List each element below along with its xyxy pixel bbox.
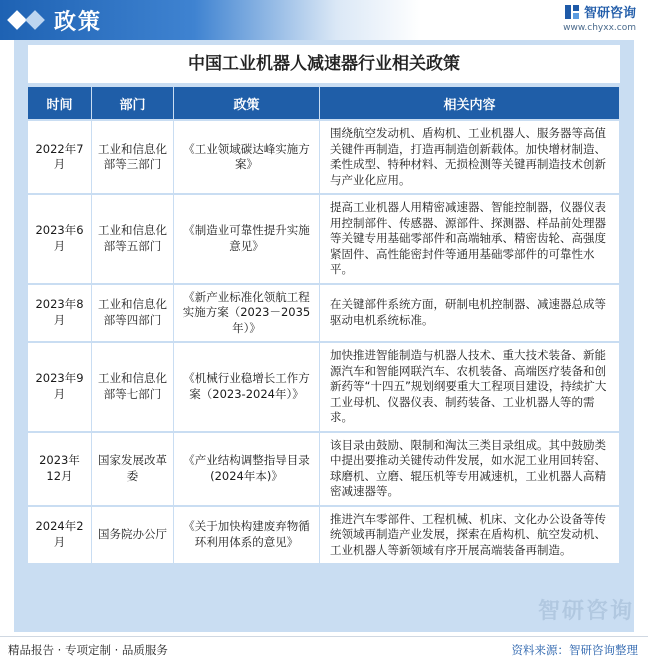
cell-dept: 工业和信息化部等五部门 [92, 195, 174, 283]
column-header-policy: 政策 [174, 87, 320, 119]
table-row [28, 285, 620, 342]
cell-content: 在关键部件系统方面，研制电机控制器、减速器总成等驱动电机系统标准。 [320, 285, 620, 342]
footer-source: 资料来源：智研咨询整理 [511, 643, 638, 657]
table-row [28, 507, 620, 564]
section-title: 政策 [54, 10, 103, 35]
cell-dept: 工业和信息化部等四部门 [92, 285, 174, 342]
brand-name: 智研咨询 [583, 6, 636, 21]
policy-table [28, 85, 620, 565]
brand-logo-icon [564, 4, 580, 20]
cell-time: 2024年2月 [28, 507, 92, 564]
brand-url: www.chyxx.com [563, 23, 636, 33]
watermark: 智研咨询 [537, 599, 634, 624]
cell-time: 2023年9月 [28, 343, 92, 431]
column-header-time: 时间 [28, 87, 92, 119]
section-header [0, 0, 648, 40]
table-header-row [28, 87, 620, 119]
cell-policy: 《机械行业稳增长工作方案（2023-2024年）》 [174, 343, 320, 431]
column-header-content: 相关内容 [320, 87, 620, 119]
cell-time: 2023年8月 [28, 285, 92, 342]
cell-dept: 工业和信息化部等三部门 [92, 121, 174, 193]
cell-content: 围绕航空发动机、盾构机、工业机器人、服务器等高值关键件再制造，打造再制造创新载体。加快增材制造、柔性成型、特种材料、无损检测等关键再制造技术创新与产业化应用。 [320, 121, 620, 193]
cell-policy: 《新产业标准化领航工程实施方案（2023－2035年）》 [174, 285, 320, 342]
table-row [28, 433, 620, 505]
table-row [28, 195, 620, 283]
cell-time: 2023年12月 [28, 433, 92, 505]
cell-dept: 国家发展改革委 [92, 433, 174, 505]
cell-content: 该目录由鼓励、限制和淘汰三类目录组成。其中鼓励类中提出要推动关键传动件发展，如水泥工业用回转窑、球磨机、立磨、辊压机等专用减速机，工业机器人高精密减速器等。 [320, 433, 620, 505]
cell-time: 2022年7月 [28, 121, 92, 193]
cell-content: 提高工业机器人用精密减速器、智能控制器，仪器仪表用控制部件、传感器、源部件、探测器、样品前处理器等关键专用基础零部件和高端轴承、精密齿轮、高强度紧固件、高性能密封件等通用基础零部件的可靠性水平。 [320, 195, 620, 283]
cell-policy: 《制造业可靠性提升实施意见》 [174, 195, 320, 283]
cell-policy: 《工业领域碳达峰实施方案》 [174, 121, 320, 193]
cell-policy: 《产业结构调整指导目录(2024年本)》 [174, 433, 320, 505]
footer [0, 636, 648, 660]
cell-content: 加快推进智能制造与机器人技术、重大技术装备、新能源汽车和智能网联汽车、农机装备、高端医疗装备和创新药等“十四五”规划纲要重大工程项目建设，持续扩大工业母机、仪器仪表、制药装备、工业机器人等的需求。 [320, 343, 620, 431]
cell-dept: 工业和信息化部等七部门 [92, 343, 174, 431]
brand [563, 2, 636, 33]
table-row [28, 121, 620, 193]
header-diamonds-icon [10, 10, 42, 27]
cell-content: 推进汽车零部件、工程机械、机床、文化办公设备等传统领域再制造产业发展，探索在盾构机、航空发动机、工业机器人等新领域有序开展高端装备再制造。 [320, 507, 620, 564]
cell-policy: 《关于加快构建废弃物循环利用体系的意见》 [174, 507, 320, 564]
footer-slogan: 精品报告 · 专项定制 · 品质服务 [8, 643, 168, 657]
column-header-dept: 部门 [92, 87, 174, 119]
cell-dept: 国务院办公厅 [92, 507, 174, 564]
cell-time: 2023年6月 [28, 195, 92, 283]
table-row [28, 343, 620, 431]
table-title: 中国工业机器人减速器行业相关政策 [28, 45, 620, 83]
